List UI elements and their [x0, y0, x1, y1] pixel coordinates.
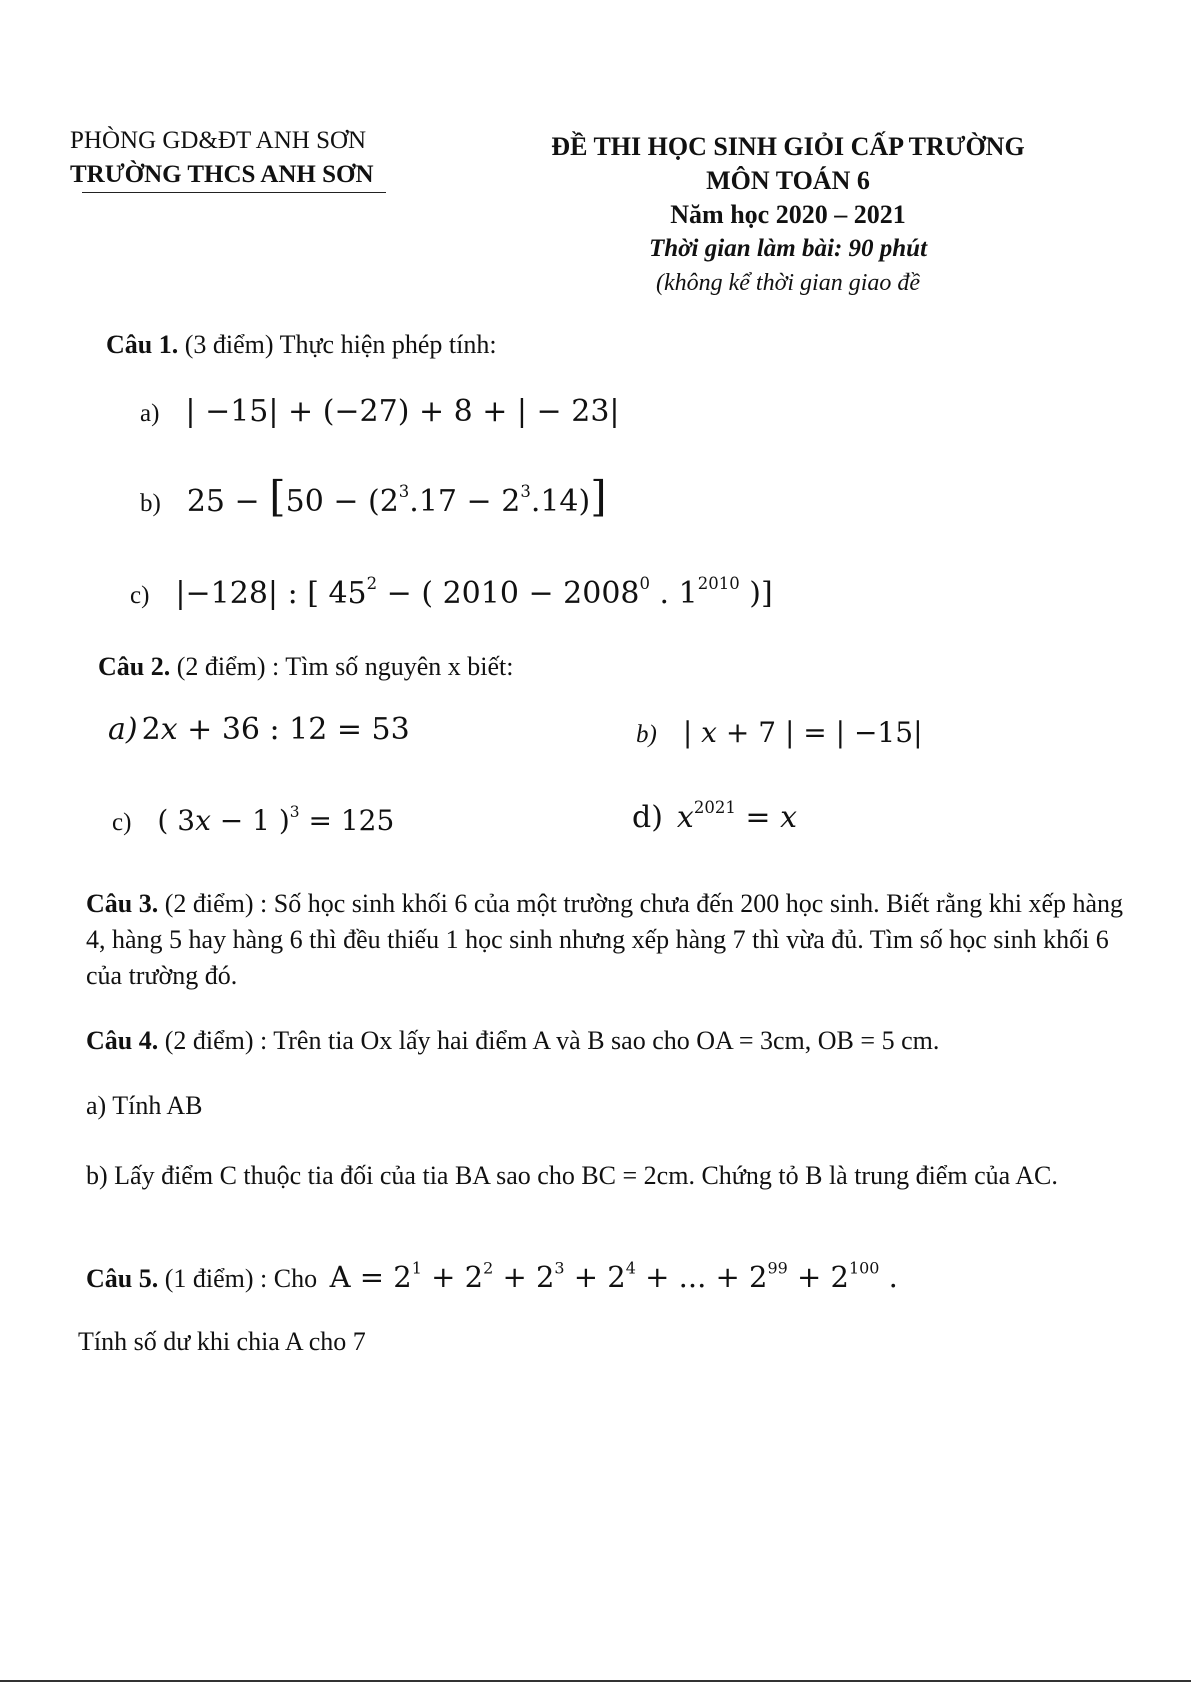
q5-text: (1 điểm) : Cho	[164, 1264, 318, 1293]
q5-task: Tính số dư khi chia A cho 7	[78, 1327, 366, 1356]
exam-subject: MÔN TOÁN 6	[706, 166, 870, 195]
q1-c	[130, 573, 773, 611]
q1-a-label: a)	[140, 400, 160, 427]
q2-b-expression: | x + 7 | = | −15|	[682, 716, 923, 749]
department-name: PHÒNG GD&ĐT ANH SƠN	[70, 127, 367, 154]
q1-b	[140, 472, 607, 521]
page-bottom-edge	[0, 1680, 1191, 1682]
q2-heading	[98, 652, 514, 682]
school-underline	[82, 192, 386, 193]
q5-expression: $A = 2^1 + 2^2 + 2^3 + 2^4$ + ... + $2^{99} + 2^{100}$ .	[329, 1258, 898, 1294]
q3-text: (2 điểm) : Số học sinh khối 6 của một trường chưa đến 200 học sinh. Biết rằng khi xếp hàng 4, hàng 5 hay hàng 6 thì đều thiếu 1 học sinh nhưng xếp hàng 7 thì vừa đủ. Tìm số học sinh khối 6 của trường đó.	[86, 889, 1124, 990]
school-name: TRƯỜNG THCS ANH SƠN	[70, 161, 374, 188]
q3-block	[86, 886, 1126, 994]
q5-title: Câu 5.	[86, 1264, 159, 1293]
q4-a: a) Tính AB	[86, 1091, 203, 1120]
q2-a	[108, 712, 410, 747]
q4-b: b) Lấy điểm C thuộc tia đối của tia BA sao cho BC = 2cm. Chứng tỏ B là trung điểm của AC.	[86, 1161, 1058, 1190]
q2-points: (2 điểm) : Tìm số nguyên x biết:	[176, 652, 514, 681]
q1-a-expression: | −15| + (−27) + 8 + | − 23|	[185, 394, 620, 429]
q2-d-expression: $x^{2021} = x$	[676, 797, 797, 835]
q2-a-label: a)	[108, 712, 138, 747]
q4-text: (2 điểm) : Trên tia Ox lấy hai điểm A và B sao cho OA = 3cm, OB = 5 cm.	[164, 1026, 940, 1055]
header-right	[508, 130, 1068, 300]
q2-c-label: c)	[112, 809, 132, 836]
school-year: Năm học 2020 – 2021	[670, 200, 906, 229]
q2-c-expression: ( 3x − 1 )$^3$ = 125	[157, 802, 395, 837]
q1-c-expression: |−128| : [ $45^2$ − ( $2010 - 2008^0$ . $1^{2010}$ )]	[175, 573, 773, 611]
q3-title: Câu 3.	[86, 889, 159, 918]
q2-c	[112, 804, 394, 837]
exam-title: ĐỀ THI HỌC SINH GIỎI CẤP TRƯỜNG	[551, 132, 1025, 161]
q1-b-expression: $25 - [50 - (2^3.17 - 2^3.14)]$	[186, 472, 607, 521]
q2-title: Câu 2.	[98, 652, 171, 681]
q2-d-label: d)	[632, 800, 663, 835]
q4-heading	[86, 1026, 939, 1056]
q2-d	[632, 797, 797, 835]
q1-heading	[106, 330, 497, 360]
header-left	[70, 124, 374, 192]
q2-b-label: b)	[636, 721, 657, 748]
exam-note: (không kể thời gian giao đề	[655, 270, 921, 296]
q4-title: Câu 4.	[86, 1026, 159, 1055]
q1-title: Câu 1.	[106, 330, 179, 359]
q2-a-expression: 2x + 36 : 12 = 53	[141, 712, 410, 747]
q1-c-label: c)	[130, 582, 150, 609]
q5-heading	[86, 1260, 898, 1294]
q1-b-label: b)	[140, 490, 161, 517]
q2-b	[636, 716, 923, 749]
q1-points: (3 điểm) Thực hiện phép tính:	[184, 330, 497, 359]
exam-time: Thời gian làm bài: 90 phút	[648, 235, 928, 262]
q1-a	[140, 394, 620, 429]
